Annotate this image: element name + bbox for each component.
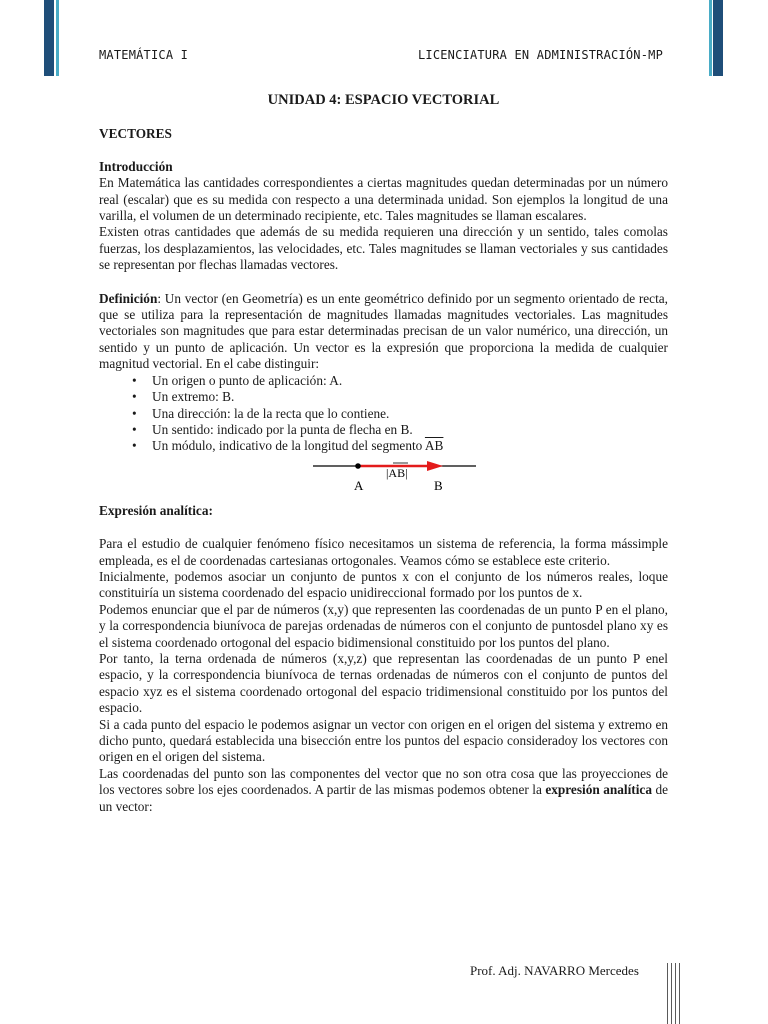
point-a-dot	[355, 463, 361, 469]
unit-title: UNIDAD 4: ESPACIO VECTORIAL	[267, 92, 500, 108]
page-body	[99, 92, 668, 815]
definition-text: : Un vector (en Geometría) es un ente geométrico definido por un segmento orientado de recta, que se utiliza para la representación de magnitudes llamadas magnitudes vectoriales. Las magnitudes vectoriales son magnitudes que para estar determinadas precisan de un valor numérico, una dirección, un sentido y un punto de aplicación. Un vector es la expresión que proporciona la medida de cualquier magnitud vectorial. En el cabe distinguir:	[99, 290, 668, 372]
analytic-paragraph-5: Si a cada punto del espacio le podemos asignar un vector con origen en el origen del sistema y extremo en dicho punto, quedará establecida una bisección entre los puntos del espacio consideradoy los vectores con origen en el origen del sistema.	[99, 716, 668, 765]
definition-label: Definición	[99, 290, 158, 306]
analytic-paragraph-1: Para el estudio de cualquier fenómeno físico necesitamos un sistema de referencia, la forma mássimple empleada, es el de coordenadas cartesianas ortogonales. Veamos cómo se establece este criterio.	[99, 536, 668, 568]
analytic-paragraph-2: Inicialmente, podemos asociar un conjunto de puntos x con el conjunto de los números reales, loque constituiría un sistema coordenado del espacio unidireccional formado por los puntos de x.	[99, 568, 668, 601]
intro-paragraph-1: En Matemática las cantidades correspondientes a ciertas magnitudes quedan determinadas por un número real (escalar) que es su medida con respecto a una determinada unidad. Son ejemplos la longitud de una varilla, el volumen de un determinado recipiente, etc. Tales magnitudes se llaman escalares.	[99, 175, 668, 224]
page-footer-author: Prof. Adj. NAVARRO Mercedes	[470, 963, 639, 978]
right-decorative-bar	[713, 0, 723, 76]
point-b-label: B	[434, 477, 443, 493]
analytic-heading: Expresión analítica:	[99, 502, 213, 518]
section-heading-vectores: VECTORES	[99, 126, 172, 142]
analytic-last-tail: de un vector:	[99, 782, 669, 814]
list-item: • Un origen o punto de aplicación: A.	[132, 373, 668, 389]
analytic-paragraph-3: Podemos enunciar que el par de números (x,y) que representen las coordenadas de un punto P en el plano, y la correspondencia biunívoca de parejas ordenadas de números con el conjunto de puntosdel plano xy es el sistema coordenado ortogonal del espacio bidimensional constituido por los puntos del plano.	[99, 601, 668, 650]
point-a-label: A	[354, 477, 364, 493]
list-item: • Un sentido: indicado por la punta de flecha en B.	[132, 422, 668, 438]
intro-heading: Introducción	[99, 158, 173, 174]
intro-paragraph-2: Existen otras cantidades que además de su medida requieren una dirección y un sentido, tales comolas fuerzas, los desplazamientos, las velocidades, etc. Tales magnitudes se llaman vectoriales y sus cantidades se representan por flechas llamadas vectores.	[99, 224, 668, 273]
list-item: • Un extremo: B.	[132, 389, 668, 405]
list-item: • Una dirección: la de la recta que lo contiene.	[132, 406, 668, 422]
header-course: MATEMÁTICA I	[99, 48, 189, 62]
footer-decorative-lines	[667, 963, 681, 1024]
vector-arrowhead	[427, 461, 443, 471]
analytic-paragraph-4: Por tanto, la terna ordenada de números (x,y,z) que representan las coordenadas de un punto P enel espacio, y la correspondencia biunívoca de ternas ordenadas de números con el conjunto de puntos del espacio xyz es el sistema coordenado ortogonal del espacio tridimensional constituido por los puntos del espacio.	[99, 650, 668, 716]
analytic-last-text: Las coordenadas del punto son las componentes del vector que no son otra cosa que las proyecciones de los vectores sobre los ejes coordenados. A partir de las mismas podemos obtener la	[99, 765, 668, 798]
vector-figure	[99, 459, 668, 495]
definition-paragraph	[99, 291, 668, 373]
left-decorative-bar	[44, 0, 54, 76]
list-item	[132, 438, 668, 454]
vector-elements-list	[99, 373, 668, 455]
analytic-paragraph-6	[99, 766, 668, 815]
header-program: LICENCIATURA EN ADMINISTRACIÓN-MP	[417, 48, 663, 62]
modulus-bullet-text: Un módulo, indicativo de la longitud del segmento	[152, 438, 425, 454]
analytic-bold-term: expresión analítica	[545, 782, 652, 798]
page-header	[99, 48, 663, 66]
segment-ab: $\overline{AB}$	[424, 438, 444, 454]
left-decorative-line	[56, 0, 59, 76]
vector-diagram	[313, 459, 477, 495]
modulus-label: |AB|	[386, 465, 408, 480]
right-decorative-line	[709, 0, 712, 76]
